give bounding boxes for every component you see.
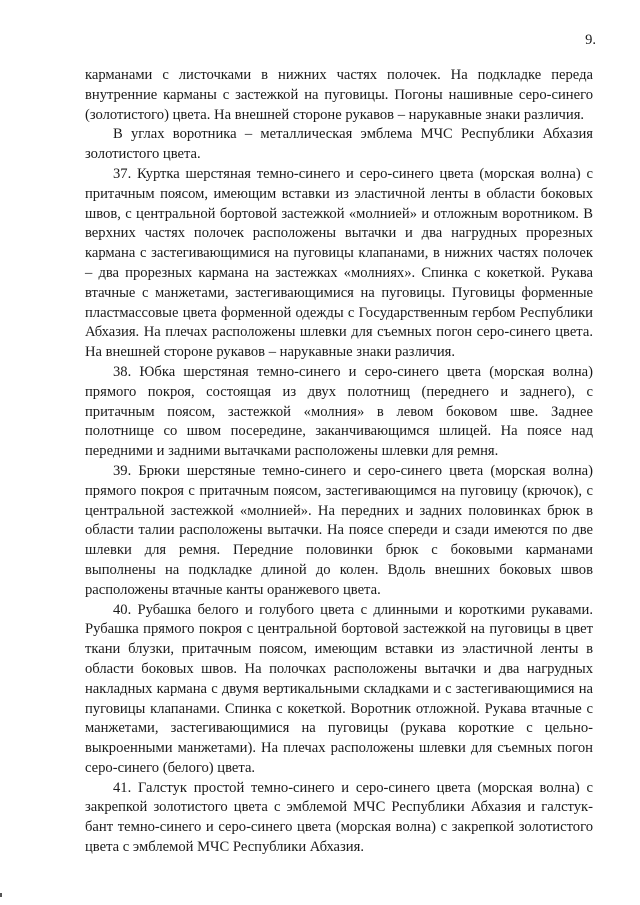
paragraph-item-40: 40. Рубашка белого и голубого цвета с длинными и короткими рукавами. Рубашка прямого покроя с центральной бортовой застежкой на пуговицы в цвет ткани блузки, притачным поясом, имеющим вставки из эластичной ленты в области боковых швов. На полочках расположены вытачки и два нагрудных накладных кармана с двумя вертикальными складками и с застегивающимися на пуговицы клапанами. Спинка с кокеткой. Воротник отложной. Рукава втачные с манжетами, застегивающимися на пуговицы (рукава короткие с цельно-выкроенными манжетами). На плечах расположены шлевки для съемных погон серо-синего (белого) цвета.	[85, 601, 593, 776]
paragraph-item-41: 41. Галстук простой темно-синего и серо-синего цвета (морская волна) с закрепкой золотистого цвета с эмблемой МЧС Республики Абхазия и галстук-бант темно-синего и серо-синего цвета (морская волна) с закрепкой золотистого цвета с эмблемой МЧС Республики Абхазия.	[85, 779, 593, 856]
paragraph-collar-emblem: В углах воротника – металлическая эмблема МЧС Республики Абхазия золотистого цвета.	[85, 126, 593, 163]
paragraph-item-39: 39. Брюки шерстяные темно-синего и серо-синего цвета (морская волна) прямого покроя с притачным поясом, застегивающимся на пуговицу (крючок), с центральной застежкой «молнией». На передних и задних половинках брюк в области талии расположены вытачки. На поясе спереди и сзади имеются по две шлевки для ремня. Передние половинки брюк с боковыми карманами выполнены на подкладке длиной до колен. Вдоль внешних боковых швов расположены втачные канты оранжевого цвета.	[85, 462, 593, 598]
scan-artifact	[0, 893, 2, 897]
paragraph-item-37: 37. Куртка шерстяная темно-синего и серо-синего цвета (морская волна) с притачным поясом, имеющим вставки из эластичной ленты в области боковых швов, с центральной бортовой застежкой «молнией» и отложным воротником. В верхних частях полочек расположены вытачки и два нагрудных прорезных кармана с застегивающимися на пуговицы клапанами, в нижних частях полочек – два прорезных кармана на застежках «молниях». Спинка с кокеткой. Рукава втачные с манжетами, застегивающимися на пуговицы. Пуговицы форменные пластмассовые цвета форменной одежды с Государственным гербом Республики Абхазия. На плечах расположены шлевки для съемных погон серо-синего цвета. На внешней стороне рукавов – нарукавные знаки различия.	[85, 165, 593, 361]
paragraph-continuation: карманами с листочками в нижних частях полочек. На подкладке переда внутренние карманы с застежкой на пуговицы. Погоны нашивные серо-синего (золотистого) цвета. На внешней стороне рукавов – нарукавные знаки различия.	[85, 67, 593, 123]
paragraph-item-38: 38. Юбка шерстяная темно-синего и серо-синего цвета (морская волна) прямого покроя, состоящая из двух полотнищ (переднего и заднего), с притачным поясом, застежкой «молния» в левом боковом шве. Заднее полотнище со швом посередине, заканчивающимся шлицей. На поясе над передними и задними вытачками расположены шлевки для ремня.	[85, 363, 593, 460]
document-body	[85, 66, 593, 858]
page-number: 9.	[585, 32, 596, 48]
